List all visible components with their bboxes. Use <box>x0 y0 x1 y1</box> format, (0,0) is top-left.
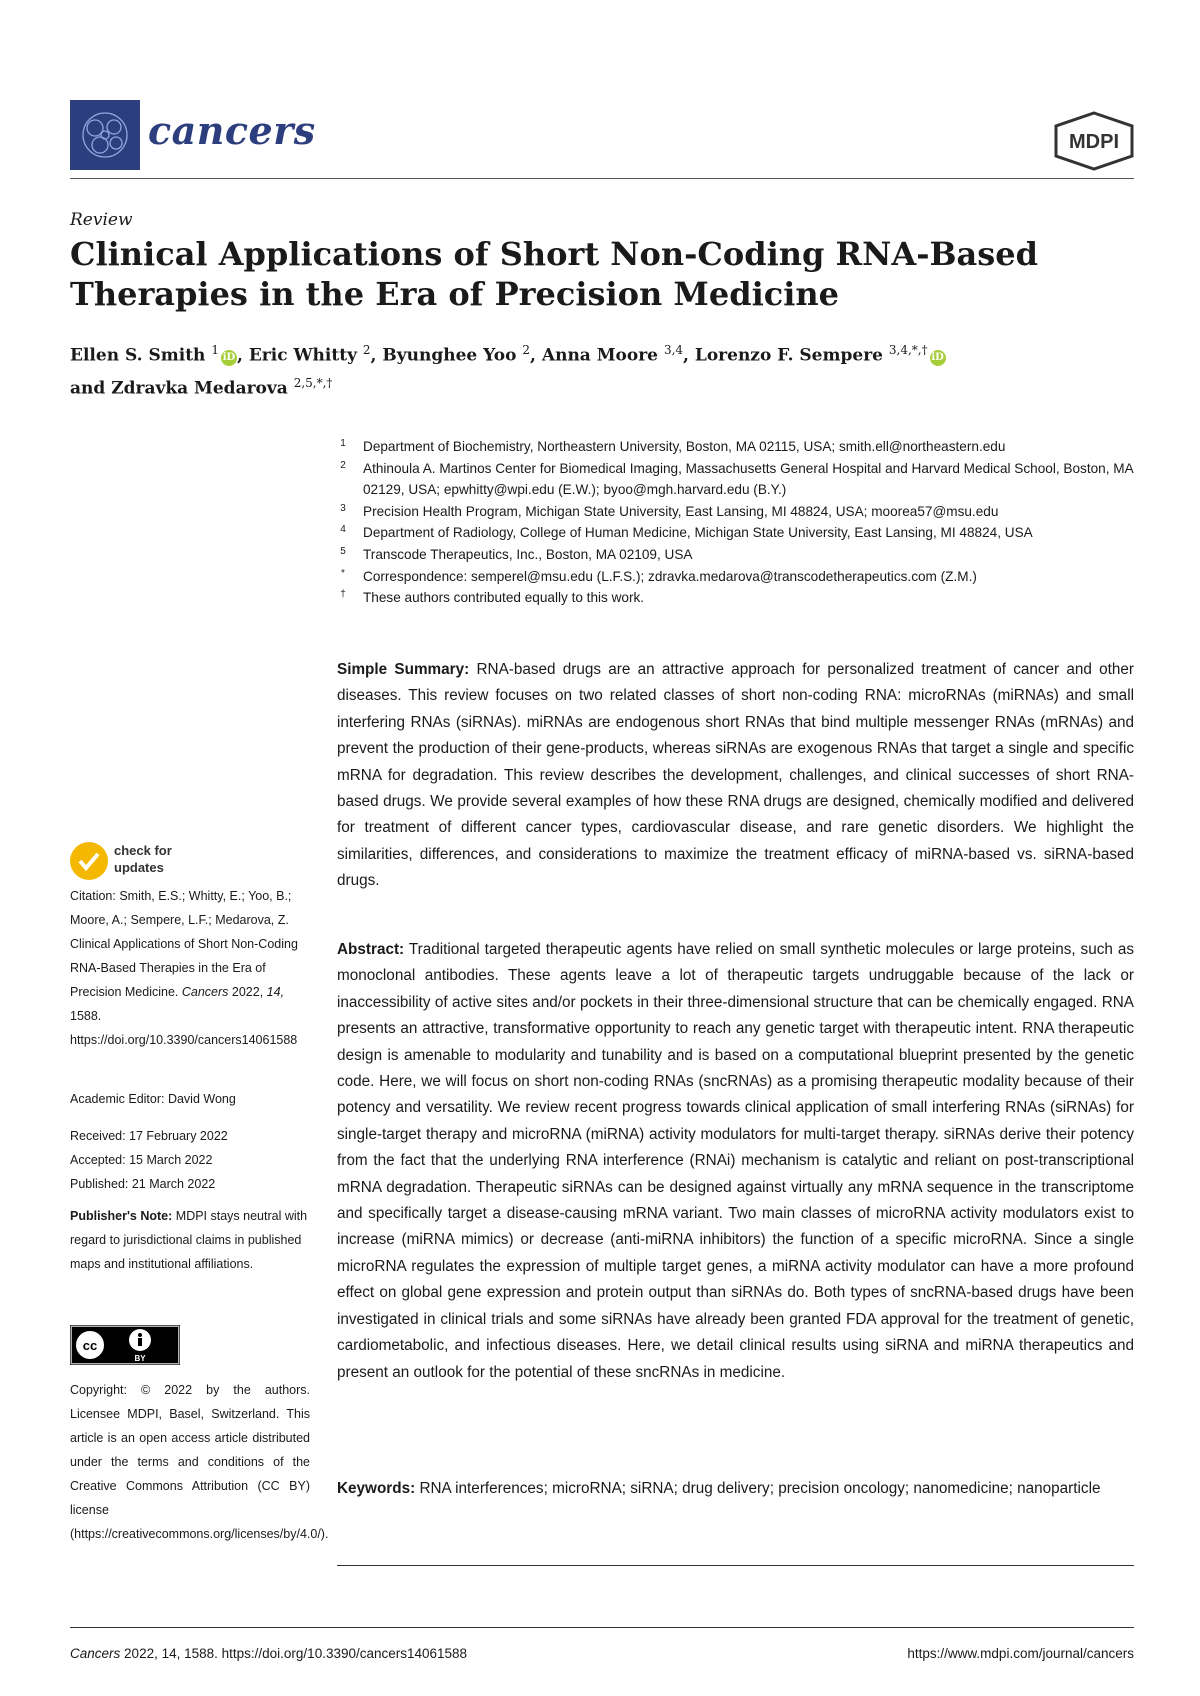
affiliation: 1 Department of Biochemistry, Northeastern University, Boston, MA 02115, USA; smith.ell@northeastern.edu <box>340 438 1006 454</box>
academic-editor: Academic Editor: David Wong <box>70 1092 236 1106</box>
orcid-icon[interactable]: iD <box>221 350 237 366</box>
received-date: Received: 17 February 2022 <box>70 1129 228 1143</box>
keywords <box>337 1476 1134 1502</box>
author-conjunction: and <box>70 378 106 399</box>
svg-text:cc: cc <box>82 1338 98 1353</box>
footer-divider <box>70 1627 1134 1628</box>
author-name: Byunghee Yoo <box>382 345 517 366</box>
affiliation: 3 Precision Health Program, Michigan State University, East Lansing, MI 48824, USA; moorea57@msu.edu <box>340 502 999 519</box>
keywords-text: RNA interferences; microRNA; siRNA; drug delivery; precision oncology; nanomedicine; nanoparticle <box>419 1480 1101 1497</box>
article-type: Review <box>70 210 133 230</box>
affiliation: 2 Athinoula A. Martinos Center for Biomedical Imaging, Massachusetts General Hospital and Harvard Medical School, Boston, MA 02129, USA; epwhitty@wpi.edu (E.W.); byoo@mgh.harvard.edu (B.Y.) <box>340 459 1133 498</box>
affiliation: 5 Transcode Therapeutics, Inc., Boston, MA 02109, USA <box>340 545 693 562</box>
check-for-updates-badge[interactable]: check for updates <box>70 840 270 882</box>
author-name: Zdravka Medarova <box>111 378 288 399</box>
journal-name: cancers <box>148 108 316 153</box>
copyright-notice: Copyright: © 2022 by the authors. Licensee MDPI, Basel, Switzerland. This article is an open access article distributed under the terms and conditions of the Creative Commons Attribution (CC BY) license (https://creativecommons.org/licenses/by/4.0/). <box>70 1383 329 1541</box>
orcid-icon[interactable]: iD <box>930 350 946 366</box>
article-title: Clinical Applications of Short Non-Coding RNA-Based Therapies in the Era of Precision Medicine <box>70 235 1039 313</box>
publisher-logo <box>1052 110 1136 172</box>
author-name: Eric Whitty <box>248 345 357 366</box>
publication-dates <box>70 1124 310 1196</box>
footer-citation: Cancers 2022, 14, 1588. https://doi.org/10.3390/cancers14061588 <box>70 1646 468 1661</box>
simple-summary <box>337 657 1134 895</box>
svg-text:BY: BY <box>134 1354 146 1363</box>
abstract-label: Abstract: <box>337 941 405 958</box>
author-name: Lorenzo F. Sempere <box>694 345 883 366</box>
body-divider <box>337 1565 1134 1566</box>
footer-journal-url[interactable]: https://www.mdpi.com/journal/cancers <box>907 1646 1134 1661</box>
author-name: Anna Moore <box>541 345 659 366</box>
affiliation: 4 Department of Radiology, College of Human Medicine, Michigan State University, East Lansing, MI 48824, USA <box>340 524 1033 541</box>
keywords-label: Keywords: <box>337 1480 416 1497</box>
author-list: Ellen S. Smith $^1$iD , Eric Whitty $^2$, Byunghee Yoo $^2$, Anna Moore $^{3,4}$, Lorenzo F. Sempere $^{3,4,*,\dagger}$iD and Zdravka Medarova $^{2,5,*,\dagger}$ <box>70 343 944 399</box>
header-divider <box>70 178 1134 179</box>
check-icon <box>70 842 108 880</box>
simple-summary-label: Simple Summary: <box>337 661 470 678</box>
affiliations <box>333 436 1143 609</box>
journal-logo <box>70 100 140 170</box>
correspondence: * Correspondence: semperel@msu.edu (L.F.S.); zdravka.medarova@transcodetherapeutics.com (Z.M.) <box>341 567 977 584</box>
simple-summary-text: RNA-based drugs are an attractive approach for personalized treatment of cancer and other diseases. This review focuses on two related classes of short non-coding RNA: microRNAs (miRNAs) and small interfering RNAs (siRNAs). miRNAs are endogenous short RNAs that bind multiple messenger RNAs (mRNAs) and prevent the production of their gene-products, whereas siRNAs are exogenous RNAs that target a single and specific mRNA for degradation. This review describes the development, challenges, and clinical successes of short RNA-based drugs. We provide several examples of how these RNA drugs are designed, chemically modified and delivered for treatment of different cancer types, cardiovascular disease, and rare genetic disorders. We highlight the similarities, differences, and considerations to maximize the treatment efficacy of miRNA-based vs. siRNA-based drugs. <box>337 661 1134 890</box>
cc-by-license-icon[interactable] <box>70 1325 180 1365</box>
author-name: Ellen S. Smith <box>70 345 206 366</box>
abstract-text: Traditional targeted therapeutic agents have relied on small synthetic molecules or large proteins, such as monoclonal antibodies. These agents leave a lot of therapeutic targets undruggable because of the lack or inaccessibility of active sites and/or pockets in their three-dimensional structure that can be chemically engaged. RNA presents an attractive, transformative opportunity to reach any genetic target with therapeutic intent. RNA therapeutic design is amenable to modularity and tunability and is based on a computational blueprint presented by the genetic code. Here, we will focus on short non-coding RNAs (sncRNAs) as a promising therapeutic modality because of their potency and versatility. We review recent progress towards clinical application of small interfering RNAs (siRNAs) for single-target therapy and microRNA (miRNA) activity modulators for multi-target therapy. siRNAs derive their potency from the fact that the underlying RNA interference (RNAi) mechanism is catalytic and reliant on post-transcriptional mRNA degradation. Therapeutic siRNAs can be designed against virtually any mRNA sequence in the transcriptome and specifically target a disease-causing mRNA variant. Two main classes of microRNA activity modulators exist to increase (miRNA mimics) or decrease (anti-miRNA inhibitors) the function of a specific microRNA. Since a single microRNA regulates the expression of multiple target genes, a miRNA activity modulator can have a more profound effect on global gene expression and protein output than siRNAs do. Both types of sncRNA-based drugs have been investigated in clinical trials and some siRNAs have already been granted FDA approval for the treatment of genetic, cardiometabolic, and infectious diseases. Here, we detail clinical results using siRNA and miRNA therapeutics and present an outlook for the potential of these sncRNAs in medicine. <box>337 941 1134 1381</box>
publisher-note: Publisher's Note: MDPI stays neutral with regard to jurisdictional claims in published maps and institutional affiliations. <box>70 1209 308 1271</box>
published-date: Published: 21 March 2022 <box>70 1177 216 1191</box>
accepted-date: Accepted: 15 March 2022 <box>70 1153 213 1167</box>
citation: Citation: Smith, E.S.; Whitty, E.; Yoo, B.; Moore, A.; Sempere, L.F.; Medarova, Z. Clinical Applications of Short Non-Coding RNA-Based Therapies in the Era of Precision Medicine. Cancers 2022, 14, 1588. https://doi.org/10.3390/cancers14061588 <box>70 889 298 1047</box>
equal-contribution-note: † These authors contributed equally to this work. <box>340 589 645 606</box>
abstract <box>337 937 1134 1386</box>
publisher-name: MDPI <box>1069 131 1119 153</box>
